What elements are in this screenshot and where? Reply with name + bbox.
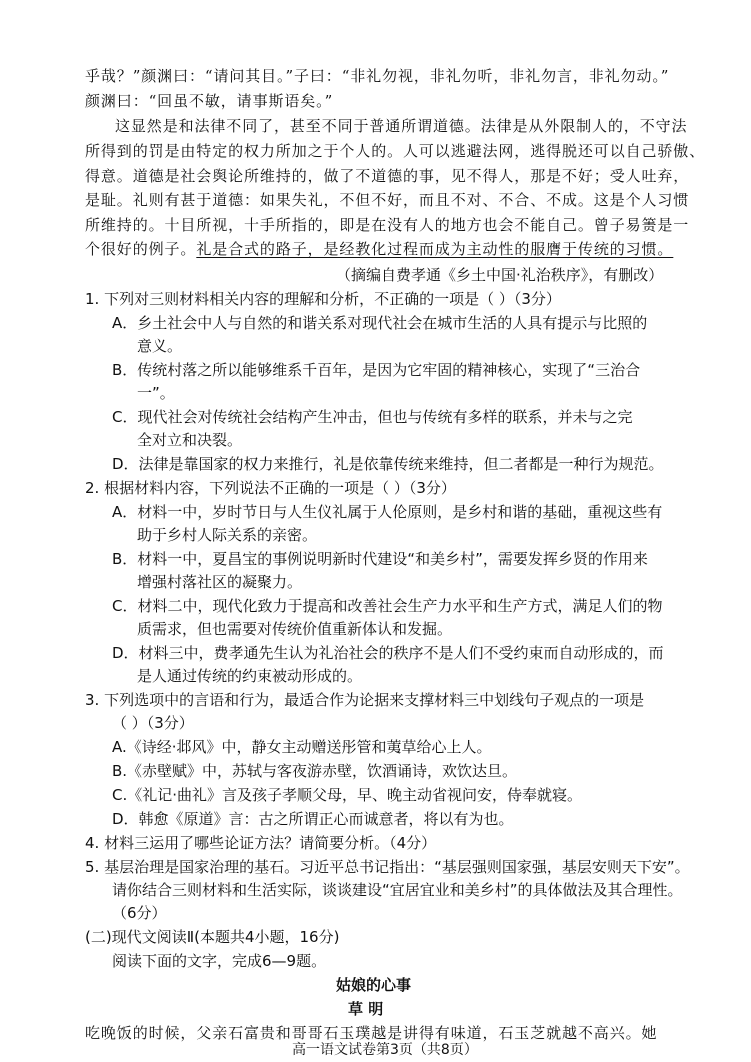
- line-text: D．法律是靠国家的权力来推行，礼是依靠传统来维持，但二者都是一种行为规范。: [112, 455, 664, 473]
- line-text: 姑娘的心事: [336, 976, 412, 994]
- page-footer: 高一语文试卷第3页（共8页）: [292, 1042, 478, 1058]
- text-line: [112, 951, 326, 971]
- line-text: A.《诗经·邶风》中，静女主动赠送彤管和荑草给心上人。: [112, 738, 492, 756]
- text-line: [137, 525, 317, 545]
- text-line: [112, 713, 194, 733]
- text-line: [85, 166, 689, 186]
- text-line: [85, 66, 669, 86]
- line-text: 是耻。礼则有甚于道德：如果失礼，不但不好，而且不对、不合、不成。这是个人习惯: [85, 191, 690, 209]
- line-text: 吃晚饭的时候，父亲石富贵和哥哥石玉璞越是讲得有味道，石玉芝就越不高兴。她: [85, 1024, 658, 1042]
- text-line: [85, 215, 689, 235]
- text-line: [85, 239, 673, 259]
- text-line: [85, 190, 689, 210]
- line-text: 得意。道德是社会舆论所维持的，做了不道德的事，见不得人，那是不好；受人吐弃，: [85, 167, 690, 185]
- line-text: 个很好的例子。: [85, 240, 197, 258]
- text-line: [137, 336, 182, 356]
- text-line: [112, 737, 492, 757]
- line-text: 4. 材料三运用了哪些论证方法？请简要分析。（4分）: [85, 834, 437, 852]
- text-line: [112, 502, 662, 522]
- text-line: [112, 761, 517, 781]
- text-line: [137, 383, 175, 403]
- line-text: 所得到的罚是由特定的权力所加之于个人的。人可以逃避法网，逃得脱还可以自己骄傲、: [85, 142, 706, 160]
- line-text: 全对立和决裂。: [137, 431, 243, 449]
- text-line: [112, 809, 514, 829]
- line-text: 请你结合三则材料和生活实际，谈谈建设“宜居宜业和美乡村”的具体做法及其合理性。: [112, 881, 683, 899]
- line-text: 1. 下列对三则材料相关内容的理解和分析，不正确的一项是（ ）（3分）: [85, 290, 561, 308]
- text-line: [85, 690, 644, 710]
- text-line: [336, 265, 663, 285]
- text-line: [85, 141, 705, 161]
- line-text: 助于乡村人际关系的亲密。: [137, 526, 318, 544]
- line-text: D．材料三中，费孝通先生认为礼治社会的秩序不是人们不受约束而自动形成的，而: [112, 644, 664, 662]
- text-line: [336, 975, 411, 995]
- line-text: A．乡土社会中人与自然的和谐关系对现代社会在城市生活的人具有提示与比照的: [112, 314, 648, 332]
- text-line: [112, 903, 167, 923]
- line-text: C．材料二中，现代化致力于提高和改善社会生产力水平和生产方式，满足人们的物: [112, 597, 663, 615]
- text-line: [137, 619, 452, 639]
- text-line: [85, 857, 690, 877]
- underlined-sentence: 礼是合式的路子，是经教化过程而成为主动性的服膺于传统的习惯。: [196, 240, 674, 258]
- line-text: 这显然是和法律不同了，甚至不同于普通所谓道德。法律是从外限制人的，不守法: [115, 117, 688, 135]
- text-line: [112, 549, 648, 569]
- text-line: [137, 572, 302, 592]
- text-line: [85, 833, 436, 853]
- line-text: 所维持的。十目所视，十手所指的，即是在没有人的地方也会不能自己。曾子易箦是一: [85, 216, 690, 234]
- text-line: [112, 454, 664, 474]
- line-text: A．材料一中，岁时节日与人生仪礼属于人伦原则，是乡村和谐的基础，重视这些有: [112, 503, 663, 521]
- line-text: (二)现代文阅读Ⅱ(本题共4小题，16分): [85, 928, 340, 946]
- text-line: [115, 116, 687, 136]
- line-text: 颜渊曰：“回虽不敏，请事斯语矣。”: [85, 92, 334, 110]
- line-text: 是人通过传统的约束被动形成的。: [137, 667, 363, 685]
- text-line: [348, 999, 383, 1019]
- line-text: 意义。: [137, 337, 183, 355]
- text-line: [85, 478, 456, 498]
- line-text: 2. 根据材料内容，下列说法不正确的一项是（ ）（3分）: [85, 479, 456, 497]
- line-text: 乎哉？”颜渊曰：“请问其目。”子曰：“非礼勿视，非礼勿听，非礼勿言，非礼勿动。”: [85, 67, 670, 85]
- text-line: [112, 785, 582, 805]
- line-text: （6分）: [112, 904, 167, 922]
- text-line: [85, 289, 561, 309]
- line-text: 5. 基层治理是国家治理的基石。习近平总书记指出：“基层强则国家强，基层安则天下安”。: [85, 858, 690, 876]
- line-text: C.《礼记·曲礼》言及孩子孝顺父母，早、晚主动省视问安，侍奉就寝。: [112, 786, 583, 804]
- line-text: 增强村落社区的凝聚力。: [137, 573, 303, 591]
- text-line: [137, 666, 362, 686]
- text-line: [112, 360, 640, 380]
- line-text: 阅读下面的文字，完成6—9题。: [112, 952, 327, 970]
- line-text: C．现代社会对传统社会结构产生冲击，但也与传统有多样的联系，并未与之完: [112, 408, 633, 426]
- text-line: [112, 596, 662, 616]
- line-text: B．材料一中，夏昌宝的事例说明新时代建设“和美乡村”，需要发挥乡贤的作用来: [112, 550, 648, 568]
- line-text: 一”。: [137, 384, 175, 402]
- line-text: 质需求，但也需要对传统价值重新体认和发掘。: [137, 620, 453, 638]
- line-text: B.《赤壁赋》中，苏轼与客夜游赤壁，饮酒诵诗，欢饮达旦。: [112, 762, 518, 780]
- line-text: 3. 下列选项中的言语和行为，最适合作为论据来支撑材料三中划线句子观点的一项是: [85, 691, 645, 709]
- line-text: （摘编自费孝通《乡土中国·礼治秩序》，有删改）: [336, 266, 664, 284]
- text-line: [112, 313, 647, 333]
- text-line: [112, 643, 664, 663]
- line-text: （ ）（3分）: [112, 714, 194, 732]
- text-line: [85, 927, 339, 947]
- text-line: [85, 91, 333, 111]
- text-line: [137, 430, 242, 450]
- line-text: 草 明: [348, 1000, 384, 1018]
- text-line: [112, 880, 683, 900]
- line-text: D．韩愈《原道》言：古之所谓正心而诚意者，将以有为也。: [112, 810, 514, 828]
- line-text: B．传统村落之所以能够维系千百年，是因为它牢固的精神核心，实现了“三治合: [112, 361, 641, 379]
- text-line: [112, 407, 632, 427]
